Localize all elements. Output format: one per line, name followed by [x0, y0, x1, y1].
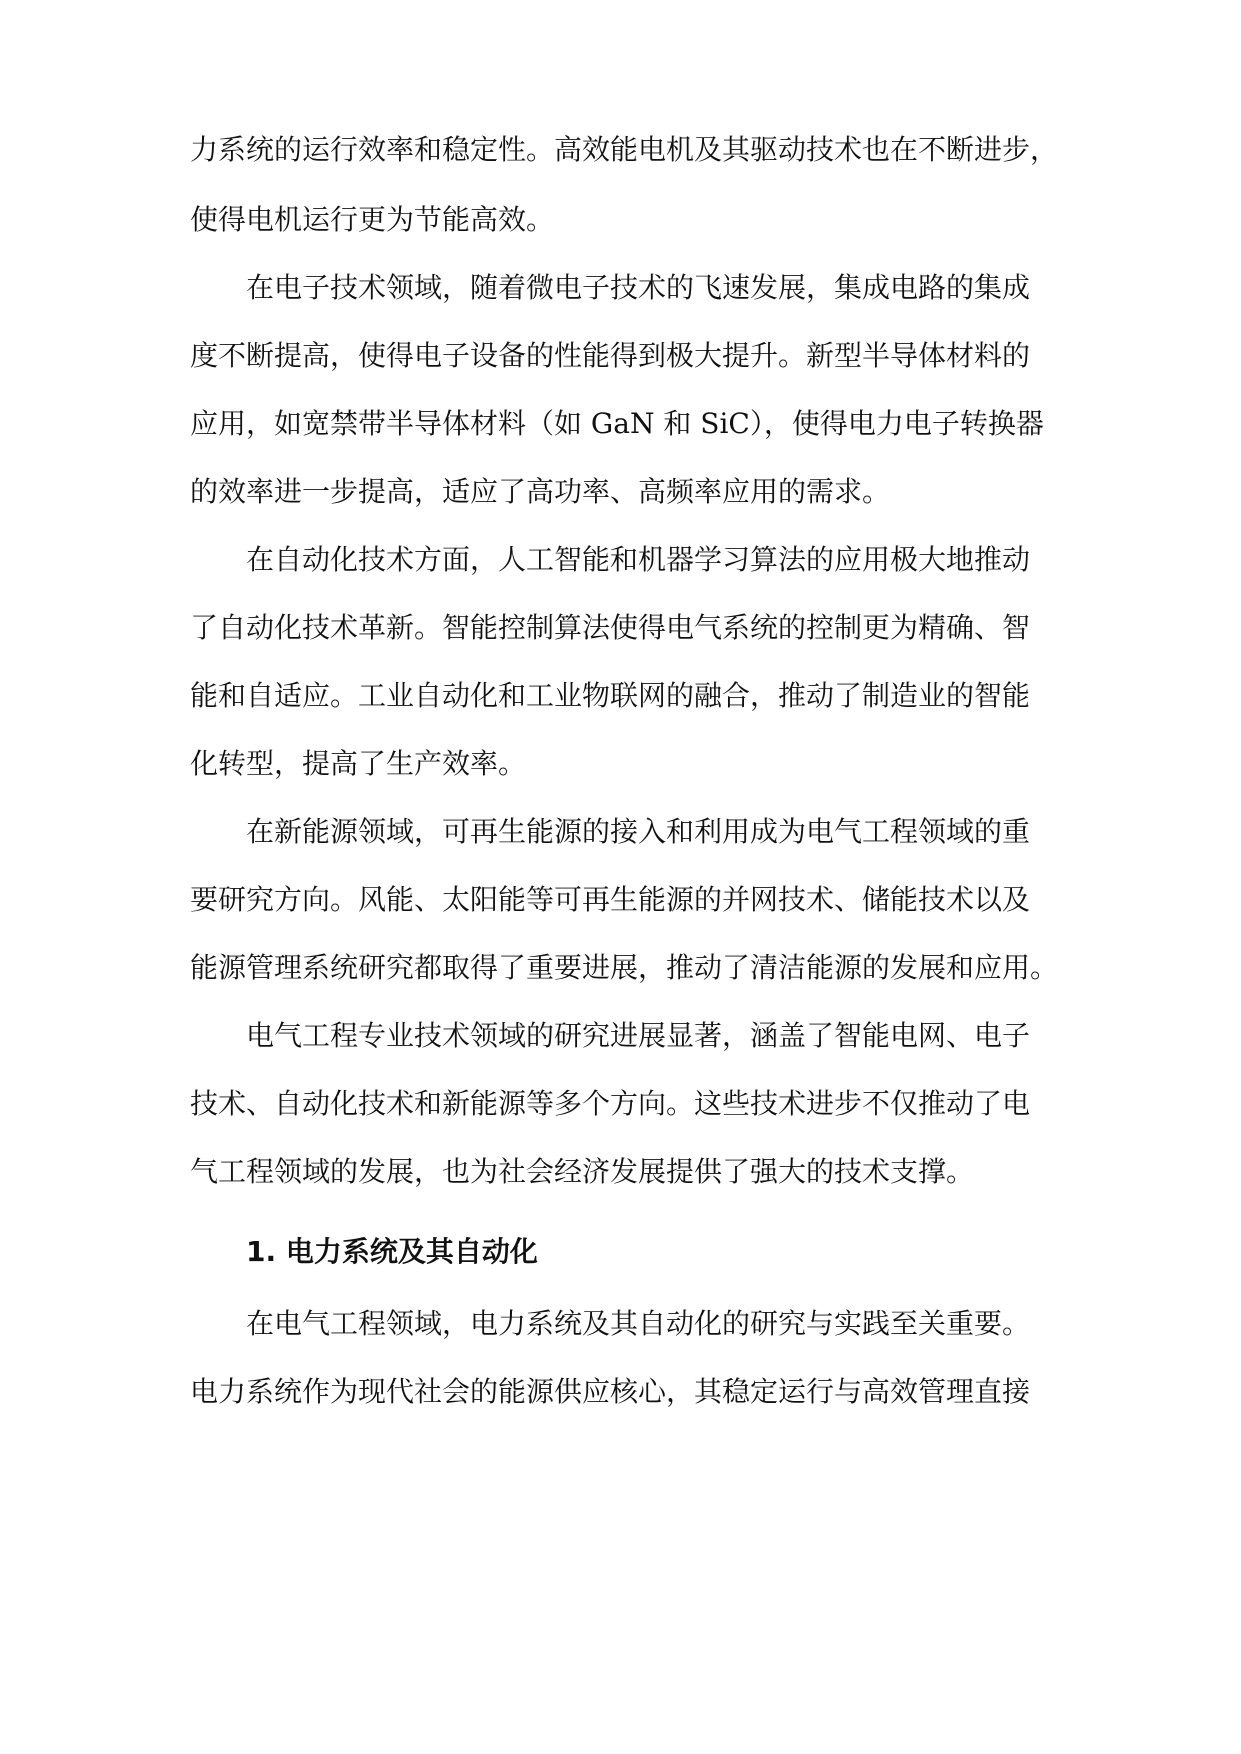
paragraph-line: 气工程领域的发展，也为社会经济发展提供了强大的技术支撑。 — [190, 1155, 975, 1188]
paragraph-line: 化转型，提高了生产效率。 — [190, 747, 527, 780]
paragraph-line: 技术、自动化技术和新能源等多个方向。这些技术进步不仅推动了电 — [190, 1087, 1031, 1120]
paragraph-line: 要研究方向。风能、太阳能等可再生能源的并网技术、储能技术以及 — [190, 883, 1031, 916]
paragraph-line: 电气工程专业技术领域的研究进展显著，涵盖了智能电网、电子 — [246, 1019, 1031, 1052]
paragraph-line: 能源管理系统研究都取得了重要进展，推动了清洁能源的发展和应用。 — [190, 951, 1059, 984]
section-heading: 1. 电力系统及其自动化 — [246, 1235, 538, 1268]
paragraph-line: 在自动化技术方面，人工智能和机器学习算法的应用极大地推动 — [246, 543, 1031, 576]
paragraph-line: 在电子技术领域，随着微电子技术的飞速发展，集成电路的集成 — [246, 271, 1031, 304]
paragraph-line: 在新能源领域，可再生能源的接入和利用成为电气工程领域的重 — [246, 815, 1031, 848]
paragraph-line: 度不断提高，使得电子设备的性能得到极大提升。新型半导体材料的 — [190, 339, 1031, 372]
paragraph-line: 能和自适应。工业自动化和工业物联网的融合，推动了制造业的智能 — [190, 679, 1031, 712]
paragraph-line: 应用，如宽禁带半导体材料（如 GaN 和 SiC），使得电力电子转换器 — [190, 407, 1044, 440]
paragraph-line: 力系统的运行效率和稳定性。高效能电机及其驱动技术也在不断进步， — [190, 133, 1059, 166]
paragraph-line: 在电气工程领域，电力系统及其自动化的研究与实践至关重要。 — [246, 1307, 1031, 1340]
paragraph-line: 的效率进一步提高，适应了高功率、高频率应用的需求。 — [190, 475, 891, 508]
paragraph-line: 电力系统作为现代社会的能源供应核心，其稳定运行与高效管理直接 — [190, 1375, 1031, 1408]
paragraph-line: 了自动化技术革新。智能控制算法使得电气系统的控制更为精确、智 — [190, 611, 1031, 644]
paragraph-line: 使得电机运行更为节能高效。 — [190, 203, 555, 236]
